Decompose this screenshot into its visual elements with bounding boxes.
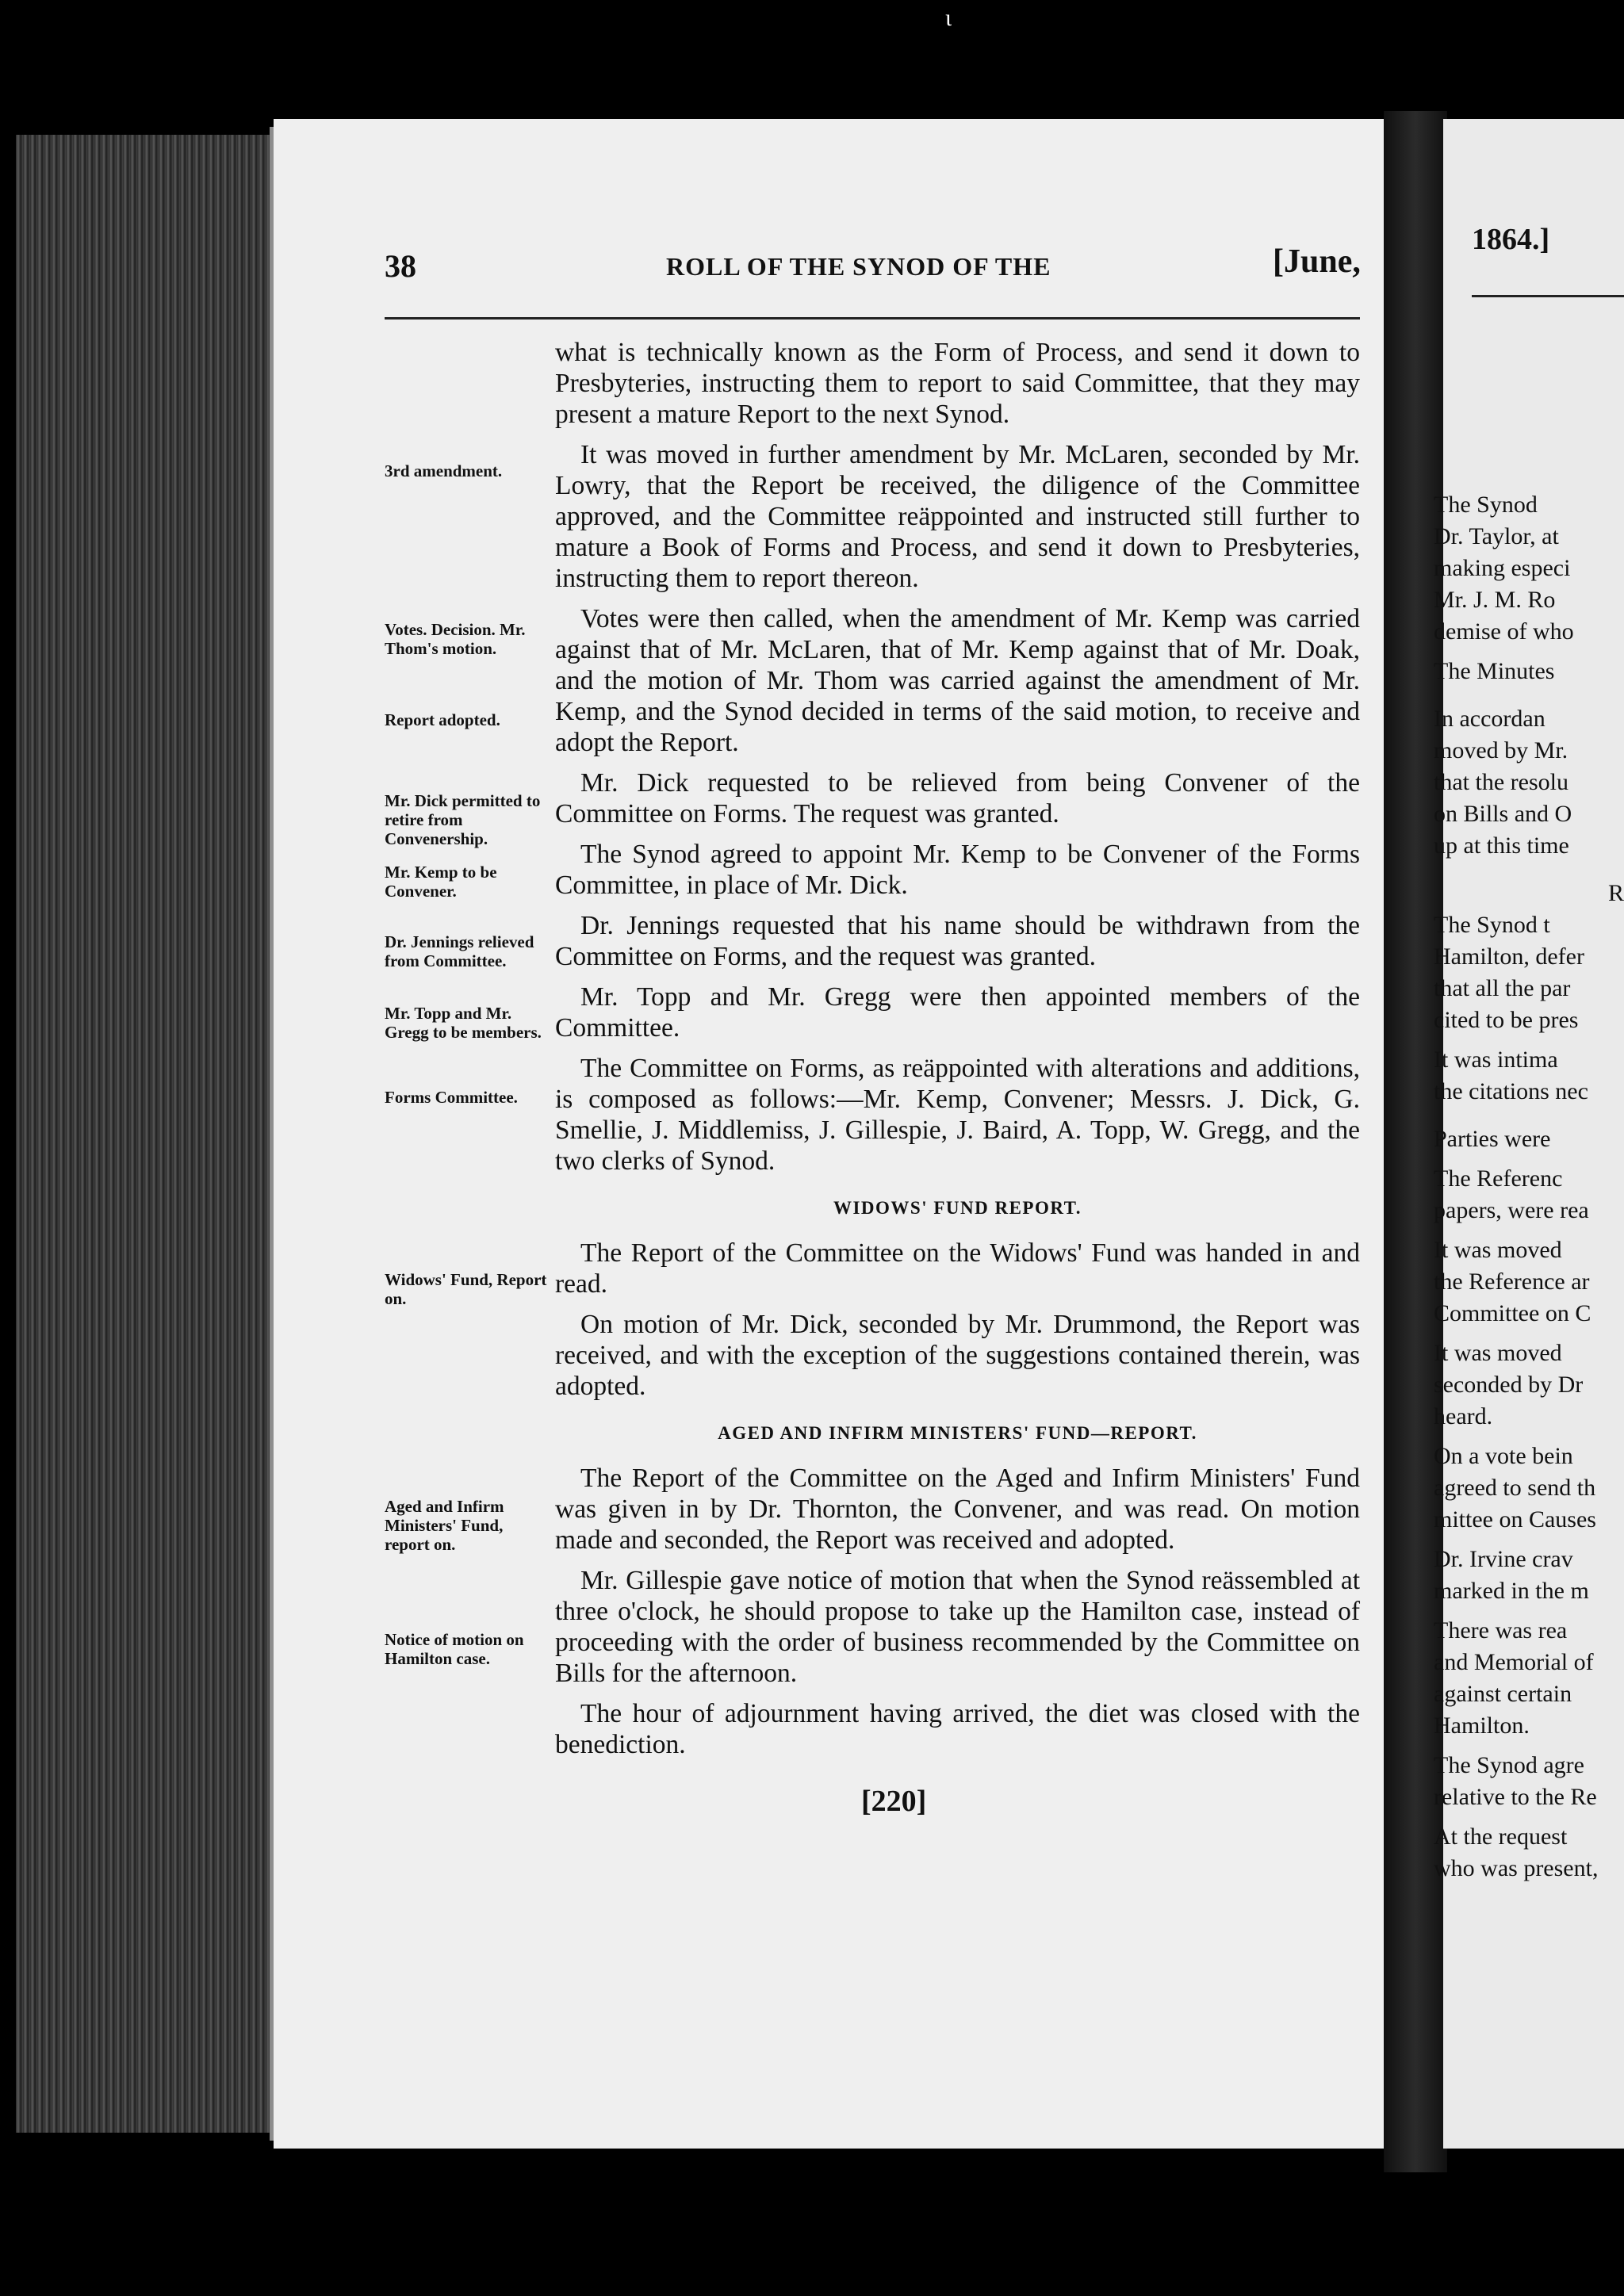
- page-number: 38: [385, 248, 416, 284]
- right-page-line: Dr. Irvine crav: [1434, 1546, 1573, 1572]
- right-page-line: Mr. J. M. Ro: [1434, 587, 1556, 613]
- right-page-line: Hamilton, defer: [1434, 943, 1584, 970]
- right-page-line: against certain: [1434, 1681, 1572, 1707]
- paragraph: Dr. Jennings requested that his name should be withdrawn from the Committee on Forms, and the request was granted.: [555, 911, 1360, 971]
- right-page-line: that all the par: [1434, 975, 1571, 1001]
- right-page-line: It was intima: [1434, 1047, 1558, 1073]
- right-page-line: There was rea: [1434, 1617, 1568, 1644]
- paragraph: Mr. Dick requested to be relieved from being Convener of the Committee on Forms. The request was granted.: [555, 768, 1360, 828]
- right-page-rule: [1472, 295, 1624, 297]
- right-page-date: 1864.]: [1472, 223, 1550, 256]
- header-rule: [385, 317, 1360, 320]
- right-page-line: cited to be pres: [1434, 1007, 1579, 1033]
- right-page-line: Hamilton.: [1434, 1712, 1530, 1739]
- paragraph: Mr. Topp and Mr. Gregg were then appointed members of the Committee.: [555, 982, 1360, 1043]
- paragraph: Mr. Gillespie gave notice of motion that when the Synod reässembled at three o'clock, he should propose to take up the Hamilton case, instead of proceeding with the order of business recommended by the Committee on Bills for the afternoon.: [555, 1566, 1360, 1688]
- right-page-line: The Referenc: [1434, 1165, 1563, 1192]
- right-page-line: up at this time: [1434, 832, 1569, 859]
- right-page-line: that the resolu: [1434, 769, 1568, 795]
- running-head: ROLL OF THE SYNOD OF THE: [666, 252, 1051, 281]
- right-page-line: seconded by Dr: [1434, 1372, 1584, 1398]
- paragraph: It was moved in further amendment by Mr. McLaren, seconded by Mr. Lowry, that the Report be received, the diligence of the Committee approved, and the Committee reäppointed and instructed still further to mature a Book of Forms and Process, and send it down to Presbyteries, instructing them to report thereon.: [555, 440, 1360, 593]
- right-page-line: At the request: [1434, 1823, 1568, 1850]
- right-page-line: heard.: [1434, 1403, 1493, 1429]
- side-note: Report adopted.: [385, 710, 500, 729]
- right-page-line: moved by Mr.: [1434, 737, 1568, 763]
- right-page-line: papers, were rea: [1434, 1197, 1589, 1223]
- right-page-line: relative to the Re: [1434, 1784, 1597, 1810]
- right-page-line: Dr. Taylor, at: [1434, 523, 1559, 549]
- paragraph: The Report of the Committee on the Aged and Infirm Ministers' Fund was given in by Dr. Thornton, the Convener, and was read. On motion made and seconded, the Report was received and adopted.: [555, 1464, 1360, 1555]
- side-note: Votes. Decision. Mr. Thom's motion.: [385, 620, 526, 658]
- paragraph: The hour of adjournment having arrived, the diet was closed with the benediction.: [555, 1699, 1360, 1759]
- right-page-line: making especi: [1434, 555, 1571, 581]
- side-note: Notice of motion on Hamilton case.: [385, 1630, 524, 1668]
- right-page-line: It was moved: [1434, 1340, 1562, 1366]
- right-page-line: Committee on C: [1434, 1300, 1591, 1326]
- paragraph: what is technically known as the Form of Process, and send it down to Presbyteries, instructing them to report to said Committee, that they may present a mature Report to the next Synod.: [555, 338, 1360, 429]
- side-note: Mr. Kemp to be Convener.: [385, 863, 497, 901]
- right-page-line: marked in the m: [1434, 1578, 1589, 1604]
- right-page-line: who was present,: [1434, 1855, 1599, 1881]
- section-heading: WIDOWS' FUND REPORT.: [833, 1198, 1082, 1218]
- paragraph: The Report of the Committee on the Widows' Fund was handed in and read.: [555, 1238, 1360, 1299]
- right-page-line: on Bills and O: [1434, 801, 1572, 827]
- right-page-line: demise of who: [1434, 618, 1574, 645]
- right-page-line: It was moved: [1434, 1237, 1562, 1263]
- right-page-line: The Synod: [1434, 492, 1538, 518]
- side-note: 3rd amendment.: [385, 461, 503, 480]
- right-page-line: agreed to send th: [1434, 1475, 1596, 1501]
- side-note: Mr. Topp and Mr. Gregg to be members.: [385, 1004, 542, 1042]
- right-page-line: the citations nec: [1434, 1078, 1588, 1104]
- right-page-line: The Synod agre: [1434, 1752, 1584, 1778]
- folio-number: [220]: [861, 1785, 927, 1818]
- paragraph: On motion of Mr. Dick, seconded by Mr. Drummond, the Report was received, and with the exception of the suggestions contained therein, was adopted.: [555, 1310, 1360, 1401]
- right-page-line: the Reference ar: [1434, 1269, 1590, 1295]
- body-text: [555, 337, 1360, 1770]
- side-note: Dr. Jennings relieved from Committee.: [385, 932, 534, 970]
- right-page-line: In accordan: [1434, 706, 1545, 732]
- side-note: Mr. Dick permitted to retire from Convenership.: [385, 791, 541, 848]
- right-page-line: The Minutes: [1434, 658, 1555, 684]
- paragraph: The Committee on Forms, as reäppointed with alterations and additions, is composed as follows:—Mr. Kemp, Convener; Messrs. J. Dick, G. Smellie, J. Middlemiss, J. Gillespie, J. Baird, A. Topp, W. Gregg, and the two clerks of Synod.: [555, 1054, 1360, 1176]
- right-page-line: mittee on Causes: [1434, 1506, 1596, 1533]
- paragraph: The Synod agreed to appoint Mr. Kemp to be Convener of the Forms Committee, in place of Mr. Dick.: [555, 840, 1360, 900]
- book-page-edges: [16, 135, 270, 2133]
- scan-mark: ι: [945, 5, 952, 31]
- side-note: Forms Committee.: [385, 1088, 518, 1107]
- side-note: Widows' Fund, Report on.: [385, 1270, 547, 1308]
- paragraph: Votes were then called, when the amendment of Mr. Kemp was carried against that of Mr. McLaren, that of Mr. Kemp against that of Mr. Doak, and the motion of Mr. Thom was carried against the amendment of Mr. Kemp, and the Synod decided in terms of the said motion, to receive and adopt the Report.: [555, 604, 1360, 757]
- running-date: [June,: [1273, 243, 1361, 280]
- right-page-line: and Memorial of: [1434, 1649, 1594, 1675]
- side-note: Aged and Infirm Ministers' Fund, report on.: [385, 1497, 504, 1554]
- right-page-line: The Synod t: [1434, 912, 1550, 938]
- right-page-line: Parties were: [1434, 1126, 1551, 1152]
- right-page-line: On a vote bein: [1434, 1443, 1573, 1469]
- right-page-line: R: [1608, 880, 1624, 906]
- section-heading: AGED AND INFIRM MINISTERS' FUND—REPORT.: [718, 1423, 1197, 1443]
